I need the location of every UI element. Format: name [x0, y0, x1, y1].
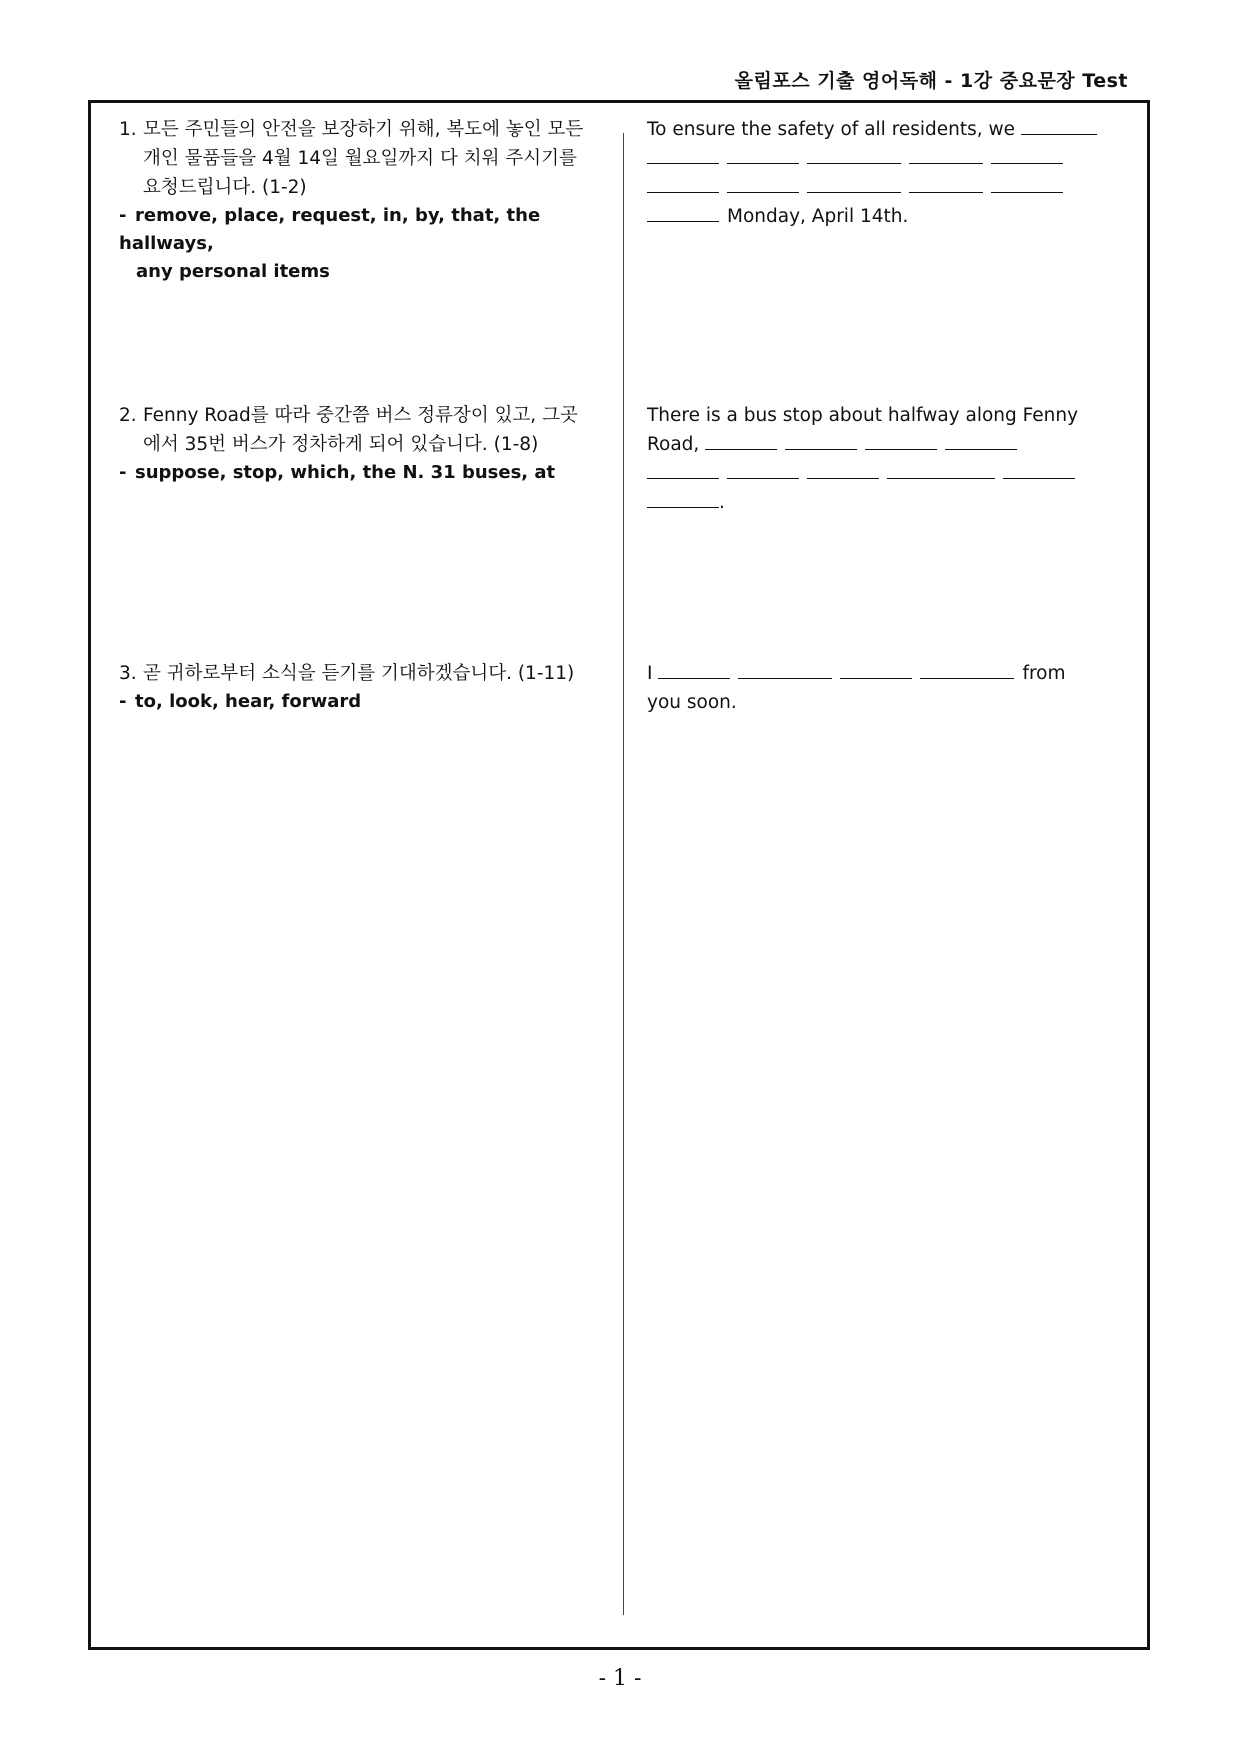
answer-line	[647, 202, 1135, 231]
answer-blank[interactable]	[647, 192, 719, 193]
page-header: 올림포스 기출 영어독해 - 1강 중요문장 Test	[734, 70, 1128, 92]
hint-line-2: any personal items	[136, 261, 330, 282]
answer-line	[647, 659, 1135, 688]
hint-line-1: suppose, stop, which, the N. 31 buses, at	[135, 462, 556, 483]
answer-3	[647, 659, 1135, 717]
question-korean: Fenny Road를 따라 중간쯤 버스 정류장이 있고, 그곳에서 35번 버스가 정차하게 되어 있습니다. (1-8)	[143, 405, 578, 455]
answer-line	[647, 459, 1135, 488]
answer-blank[interactable]	[865, 449, 937, 450]
answer-start-text: Road,	[647, 434, 700, 455]
question-korean: 곧 귀하로부터 소식을 듣기를 기대하겠습니다. (1-11)	[143, 663, 575, 684]
question-number: 2.	[119, 405, 137, 426]
answer-line	[647, 488, 1135, 517]
answer-blank[interactable]	[807, 192, 901, 193]
answer-line	[647, 115, 1135, 144]
answer-line	[647, 430, 1135, 459]
answer-line: There is a bus stop about halfway along Fenny	[647, 405, 1079, 426]
answer-blank[interactable]	[647, 478, 719, 479]
answer-blank[interactable]	[785, 449, 857, 450]
answer-blank[interactable]	[1003, 478, 1075, 479]
answer-blank[interactable]	[909, 192, 983, 193]
answer-1	[647, 115, 1135, 231]
answer-mid-text: from	[1022, 663, 1066, 684]
question-2	[119, 401, 587, 487]
answer-line	[647, 144, 1135, 173]
question-1	[119, 115, 587, 286]
worksheet-frame	[88, 100, 1150, 1650]
answer-blank[interactable]	[1021, 134, 1097, 135]
answer-blank[interactable]	[920, 678, 1014, 679]
question-hint	[119, 202, 587, 286]
answer-blank[interactable]	[991, 192, 1063, 193]
question-hint	[119, 459, 587, 487]
answer-blank[interactable]	[727, 478, 799, 479]
answer-2	[647, 401, 1135, 517]
question-korean: 모든 주민들의 안전을 보장하기 위해, 복도에 놓인 모든 개인 물품들을 4월 14일 월요일까지 다 치워 주시기를 요청드립니다. (1-2)	[143, 119, 584, 198]
hint-line-1: to, look, hear, forward	[135, 691, 362, 712]
answer-blank[interactable]	[727, 163, 799, 164]
hint-dash: -	[119, 462, 127, 483]
answer-blank[interactable]	[887, 478, 995, 479]
question-hint	[119, 688, 587, 716]
answer-blank[interactable]	[909, 163, 983, 164]
column-divider	[623, 133, 624, 1615]
answer-blank[interactable]	[991, 163, 1063, 164]
hint-dash: -	[119, 205, 127, 226]
answer-blank[interactable]	[807, 163, 901, 164]
answer-blank[interactable]	[658, 678, 730, 679]
answer-end-text: Monday, April 14th.	[727, 206, 909, 227]
answer-blank[interactable]	[807, 478, 879, 479]
question-number: 1.	[119, 119, 137, 140]
answer-blank[interactable]	[705, 449, 777, 450]
answer-end-text: .	[719, 492, 725, 513]
answer-blank[interactable]	[840, 678, 912, 679]
question-number: 3.	[119, 663, 137, 684]
answer-start-text: To ensure the safety of all residents, we	[647, 119, 1016, 140]
answer-blank[interactable]	[647, 221, 719, 222]
answer-line: you soon.	[647, 692, 737, 713]
answer-blank[interactable]	[738, 678, 832, 679]
hint-line-1: remove, place, request, in, by, that, the hallways,	[119, 205, 541, 254]
answer-blank[interactable]	[647, 507, 719, 508]
question-3	[119, 659, 587, 716]
hint-dash: -	[119, 691, 127, 712]
answer-start-text: I	[647, 663, 653, 684]
answer-blank[interactable]	[647, 163, 719, 164]
answer-blank[interactable]	[727, 192, 799, 193]
answer-line	[647, 173, 1135, 202]
answer-blank[interactable]	[945, 449, 1017, 450]
page-number: - 1 -	[598, 1666, 642, 1691]
